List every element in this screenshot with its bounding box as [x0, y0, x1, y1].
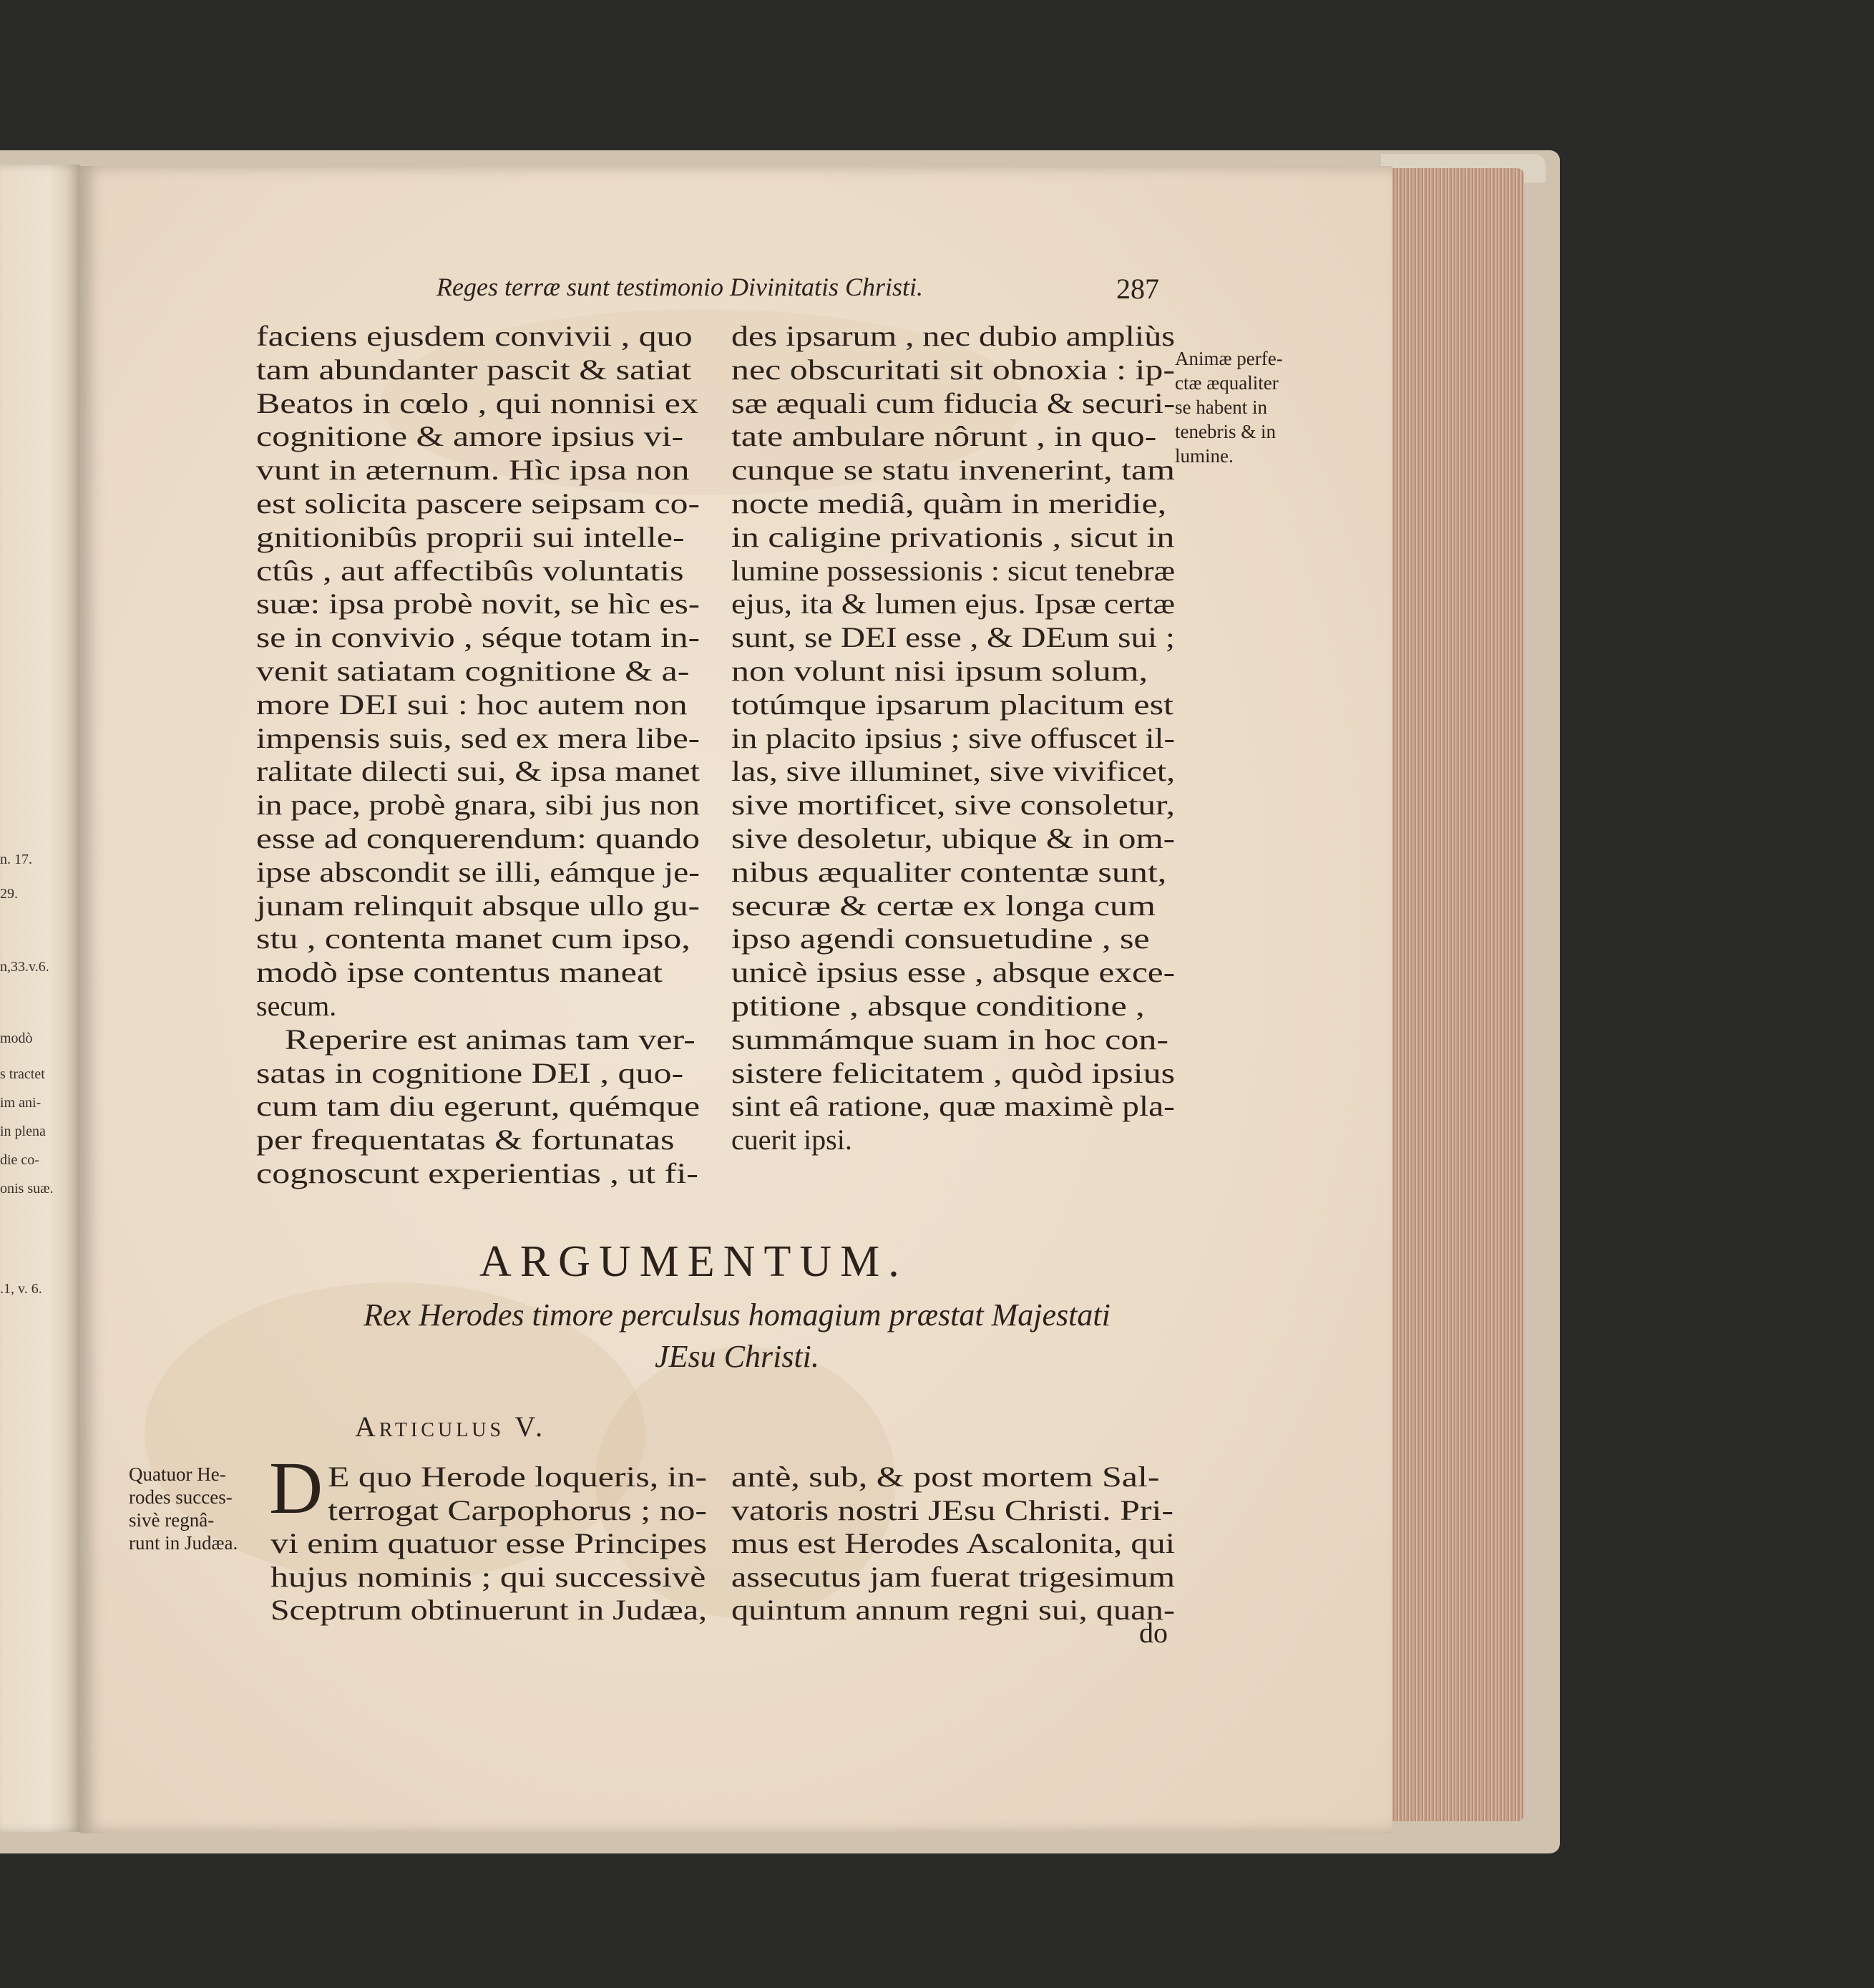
text-line: nibus æqualiter contentæ sunt, [731, 855, 1167, 888]
text-line: securæ & certæ ex longa cum [731, 889, 1156, 922]
margin-note-line: runt in Judæa. [129, 1532, 238, 1554]
text-line: vatoris nostri JEsu Christi. Pri- [731, 1494, 1174, 1526]
drop-capital: D [269, 1447, 323, 1529]
text-line: antè, sub, & post mortem Sal- [731, 1461, 1160, 1493]
previous-page-sliver [0, 165, 80, 1832]
text-line: more DEI sui : hoc autem non [256, 688, 688, 721]
page-number: 287 [1116, 273, 1159, 305]
previous-page-note: in plena [0, 1124, 46, 1139]
margin-note-line: tenebris & in [1175, 421, 1276, 442]
text-line: gnitionibûs proprii sui intelle- [256, 520, 685, 553]
text-line: terrogat Carpophorus ; no- [328, 1494, 707, 1526]
previous-page-note: n,33.v.6. [0, 959, 49, 975]
text-line: modò ipse contentus maneat [256, 956, 663, 989]
text-line: tate ambulare nôrunt , in quo- [731, 420, 1157, 453]
text-line: sunt, se DEI esse , & DEum sui ; [731, 621, 1175, 654]
text-line: assecutus jam fuerat trigesimum [731, 1560, 1175, 1593]
text-line: sæ æquali cum fiducia & securi- [731, 386, 1175, 419]
text-line: secum. [256, 990, 337, 1022]
previous-page-note: die co- [0, 1152, 39, 1168]
text-line: cum tam diu egerunt, quémque [256, 1090, 700, 1123]
text-line: cognitione & amore ipsius vi- [256, 420, 684, 453]
previous-page-note: im ani- [0, 1095, 42, 1111]
text-line: cognoscunt experientias , ut fi- [256, 1157, 698, 1189]
text-line: Sceptrum obtinuerunt in Judæa, [270, 1594, 707, 1626]
text-line: hujus nominis ; qui successivè [270, 1560, 706, 1593]
text-line: junam relinquit absque ullo gu- [256, 889, 700, 922]
previous-page-note: n. 17. [0, 852, 32, 867]
text-line: cunque se statu invenerint, tam [731, 454, 1175, 487]
text-line: mus est Herodes Ascalonita, qui [731, 1527, 1175, 1559]
previous-page-note: 29. [0, 886, 18, 902]
margin-note-line: Animæ perfe- [1175, 348, 1283, 369]
margin-note-right [1175, 346, 1347, 468]
text-line: nec obscuritati sit obnoxia : ip- [731, 353, 1175, 386]
text-line: totúmque ipsarum placitum est [731, 688, 1173, 721]
previous-page-note: modò [0, 1030, 33, 1046]
text-line: in caligine privationis , sicut in [731, 520, 1175, 553]
text-line: non volunt nisi ipsum solum, [731, 655, 1148, 687]
argumentum-heading: ARGUMENTUM. [479, 1237, 908, 1286]
running-head: Reges terræ sunt testimonio Divinitatis Christi. [436, 273, 924, 301]
text-line: ctûs , aut affectibûs voluntatis [256, 554, 684, 587]
margin-note-line: se habent in [1175, 396, 1267, 418]
text-line: vunt in æternum. Hìc ipsa non [256, 454, 690, 487]
catchword: do [1139, 1617, 1168, 1649]
articulus-heading: Articulus V. [355, 1410, 547, 1443]
text-line: in pace, probè gnara, sibi jus non [256, 789, 700, 822]
margin-note-line: lumine. [1175, 445, 1234, 467]
text-line: cuerit ipsi. [731, 1124, 852, 1156]
text-line: faciens ejusdem convivii , quo [256, 320, 693, 352]
text-line: sint eâ ratione, quæ maximè pla- [731, 1090, 1175, 1123]
margin-note-line: ctæ æqualiter [1175, 372, 1279, 394]
previous-page-note: onis suæ. [0, 1181, 54, 1197]
text-line: ralitate dilecti sui, & ipsa manet [256, 755, 700, 788]
text-line: sive mortificet, sive consoletur, [731, 789, 1175, 822]
margin-note-line: Quatuor He- [129, 1463, 226, 1485]
text-line: ipse abscondit se illi, eámque je- [256, 855, 700, 888]
text-line: summámque suam in hoc con- [731, 1023, 1168, 1056]
argumentum-subtitle-line1: Rex Herodes timore perculsus homagium præstat Majestati [363, 1297, 1111, 1332]
text-line: est solicita pascere seipsam co- [256, 487, 700, 520]
text-line: sistere felicitatem , quòd ipsius [731, 1056, 1175, 1089]
text-line: tam abundanter pascit & satiat [256, 353, 692, 386]
margin-note-left [129, 1463, 272, 1554]
text-line: lumine possessionis : sicut tenebræ [731, 554, 1175, 587]
text-line: suæ: ipsa probè novit, se hìc es- [256, 588, 700, 620]
text-line: Beatos in cœlo , qui nonnisi ex [256, 386, 699, 419]
text-line: esse ad conquerendum: quando [256, 822, 700, 854]
text-line: Reperire est animas tam ver- [285, 1023, 696, 1056]
text-line: quintum annum regni sui, quan- [731, 1594, 1175, 1626]
text-line: sive desoletur, ubique & in om- [731, 822, 1175, 854]
text-line: las, sive illuminet, sive vivificet, [731, 755, 1175, 788]
text-line: satas in cognitione DEI , quo- [256, 1056, 684, 1089]
margin-note-line: sivè regnâ- [129, 1509, 215, 1531]
text-line: venit satiatam cognitione & a- [256, 655, 690, 687]
text-line: stu , contenta manet cum ipso, [256, 922, 690, 955]
text-line: unicè ipsius esse , absque exce- [731, 956, 1175, 989]
text-line: des ipsarum , nec dubio ampliùs [731, 320, 1175, 352]
text-line: impensis suis, sed ex mera libe- [256, 721, 700, 754]
text-line: ptitione , absque conditione , [731, 990, 1145, 1022]
text-line: se in convivio , séque totam in- [256, 621, 700, 654]
argumentum-subtitle-line2: JEsu Christi. [655, 1339, 819, 1374]
text-line: vi enim quatuor esse Principes [270, 1527, 707, 1559]
text-line: in placito ipsius ; sive offuscet il- [731, 721, 1175, 754]
page-block-edge [1388, 168, 1524, 1821]
text-line: per frequentatas & fortunatas [256, 1124, 675, 1156]
margin-note-line: rodes succes- [129, 1486, 233, 1508]
text-line: nocte mediâ, quàm in meridie, [731, 487, 1167, 520]
previous-page-note: .1, v. 6. [0, 1281, 42, 1297]
text-line: E quo Herode loqueris, in- [328, 1461, 707, 1493]
previous-page-note: s tractet [0, 1066, 45, 1082]
text-line: ejus, ita & lumen ejus. Ipsæ certæ [731, 588, 1175, 620]
text-line: ipso agendi consuetudine , se [731, 922, 1150, 955]
